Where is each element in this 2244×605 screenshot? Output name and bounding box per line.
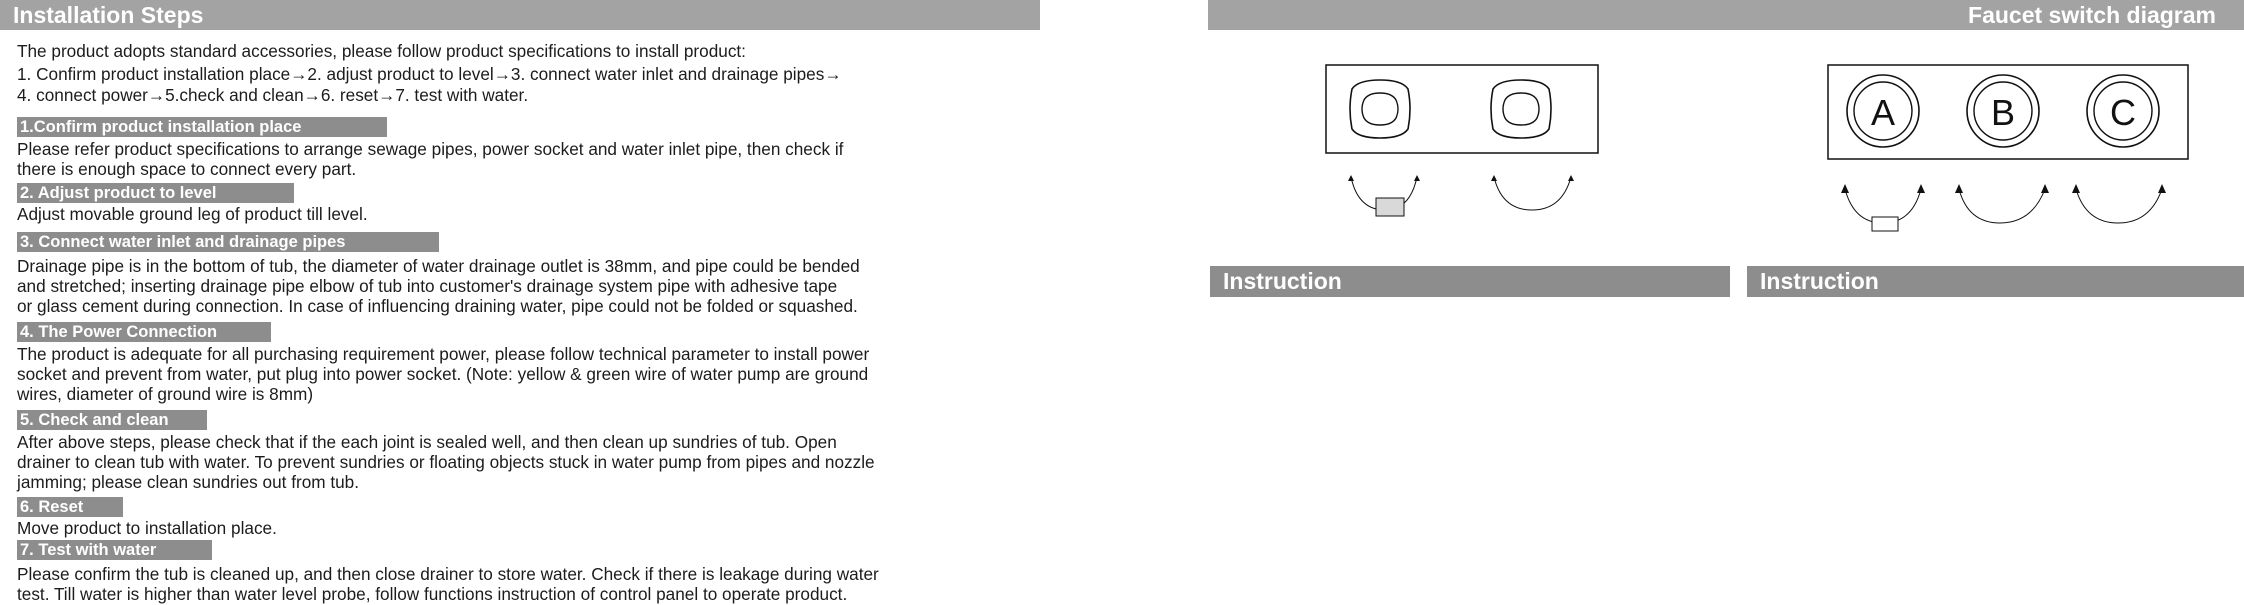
- section-text: Please confirm the tub is cleaned up, and then close drainer to store water. Check if there is leakage during water: [17, 564, 879, 584]
- knob-a-icon: [1847, 75, 1919, 147]
- section-text: Drainage pipe is in the bottom of tub, the diameter of water drainage outlet is 38mm, and pipe could be bended: [17, 256, 860, 276]
- rotation-arrow-icon: [2072, 184, 2166, 223]
- section-heading-adjust-level: 2. Adjust product to level: [17, 183, 294, 203]
- switch-panel-frame: [1326, 65, 1598, 153]
- instruction-header-left: [1210, 266, 1730, 297]
- position-indicator: [1376, 198, 1404, 216]
- knob-c-icon: [2087, 75, 2159, 147]
- section-heading-confirm-place: 1.Confirm product installation place: [17, 117, 387, 137]
- position-indicator: [1872, 217, 1898, 231]
- section-text: The product is adequate for all purchasing requirement power, please follow technical parameter to install power: [17, 344, 870, 364]
- section-heading-connect-pipes: 3. Connect water inlet and drainage pipes: [17, 232, 439, 252]
- section-heading-power-connection: 4. The Power Connection: [17, 322, 271, 342]
- three-way-switch-diagram: [1820, 60, 2200, 240]
- instruction-title: Instruction: [1760, 268, 1879, 294]
- faucet-switch-header: [1208, 0, 2244, 30]
- section-text: Move product to installation place.: [17, 518, 277, 538]
- knob-label-a: A: [1870, 92, 1896, 133]
- faucet-switch-title: Faucet switch diagram: [1968, 2, 2216, 28]
- knob-label-c: C: [2110, 92, 2136, 133]
- section-text: Adjust movable ground leg of product till level.: [17, 204, 368, 224]
- section-text: drainer to clean tub with water. To prevent sundries or floating objects stuck in water pump from pipes and nozzle: [17, 452, 875, 472]
- section-text: test. Till water is higher than water level probe, follow functions instruction of control panel to operate product.: [17, 584, 848, 604]
- intro-line: 1. Confirm product installation place→2. adjust product to level→3. connect water inlet and drainage pipes→: [17, 64, 842, 84]
- switch-knob-icon: [1491, 80, 1551, 138]
- section-text: there is enough space to connect every part.: [17, 159, 357, 179]
- rotation-arrow-icon: [1955, 184, 2049, 223]
- section-heading-test-water: 7. Test with water: [17, 540, 212, 560]
- section-heading-check-clean: 5. Check and clean: [17, 410, 207, 430]
- installation-steps-title: Installation Steps: [13, 2, 204, 28]
- section-text: jamming; please clean sundries out from tub.: [17, 472, 360, 492]
- intro-line: 4. connect power→5.check and clean→6. reset→7. test with water.: [17, 85, 529, 105]
- intro-line: The product adopts standard accessories, please follow product specifications to install product:: [17, 41, 746, 61]
- instruction-title: Instruction: [1223, 268, 1342, 294]
- installation-steps-header: [0, 0, 1040, 30]
- switch-knob-icon: [1350, 80, 1410, 138]
- rotation-arrow-icon: [1491, 175, 1574, 210]
- section-text: and stretched; inserting drainage pipe elbow of tub into customer's drainage system pipe with adhesive tape: [17, 276, 838, 296]
- instruction-header-right: [1747, 266, 2244, 297]
- section-text: Please refer product specifications to arrange sewage pipes, power socket and water inlet pipe, then check if: [17, 139, 844, 159]
- section-heading-reset: 6. Reset: [17, 497, 123, 517]
- knob-b-icon: [1967, 75, 2039, 147]
- section-text: After above steps, please check that if the each joint is sealed well, and then clean up sundries of tub. Open: [17, 432, 837, 452]
- two-way-switch-diagram: [1320, 60, 1610, 230]
- section-text: socket and prevent from water, put plug into power socket. (Note: yellow & green wire of water pump are ground: [17, 364, 869, 384]
- section-text: wires, diameter of ground wire is 8mm): [17, 384, 314, 404]
- section-text: or glass cement during connection. In case of influencing draining water, pipe could not be folded or squashed.: [17, 296, 858, 316]
- knob-label-b: B: [1990, 92, 2016, 133]
